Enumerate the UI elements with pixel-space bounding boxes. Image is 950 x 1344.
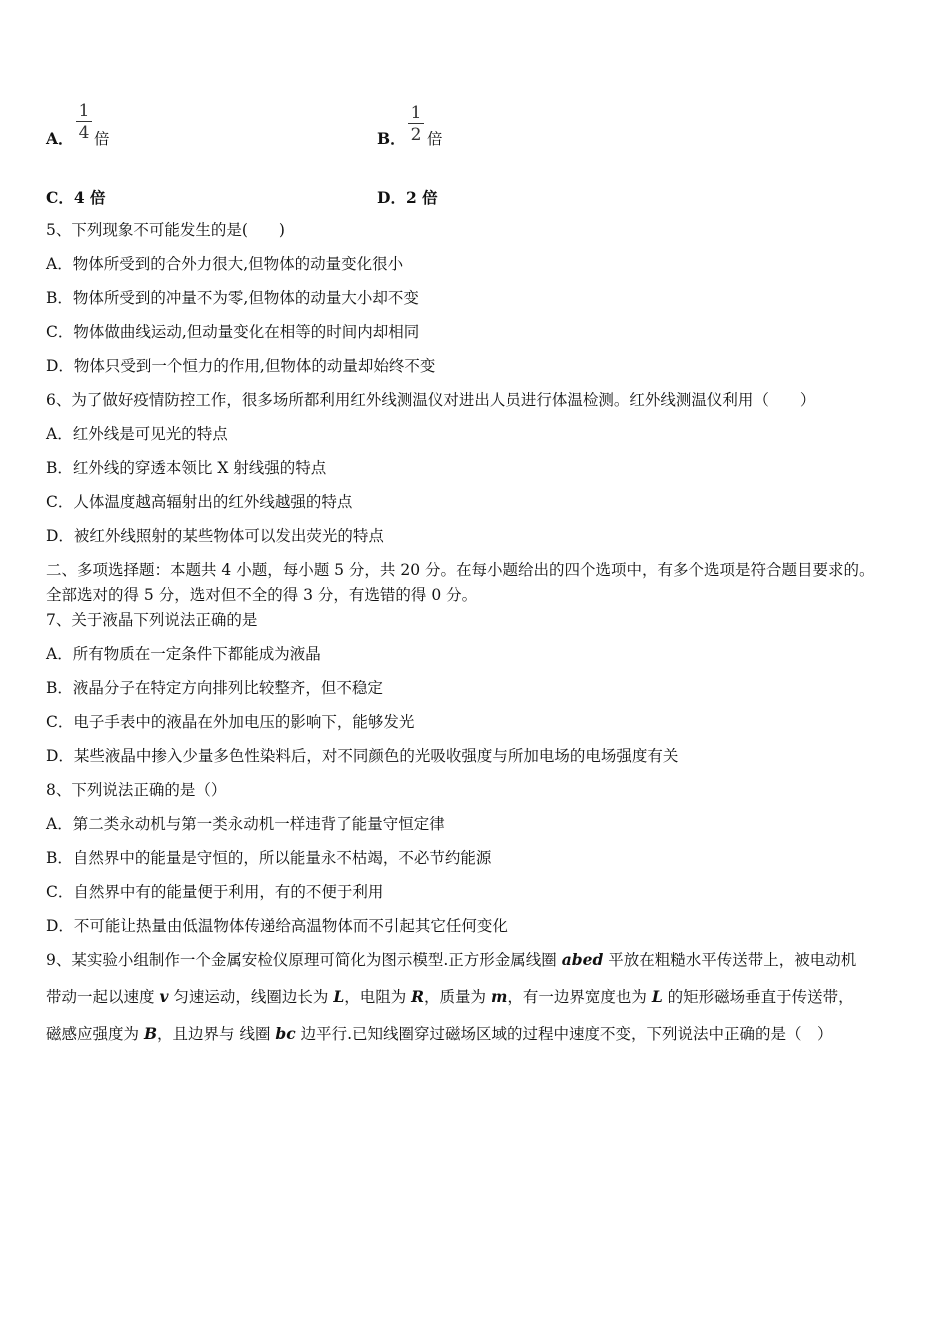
q8-option-a: A．第二类永动机与第一类永动机一样违背了能量守恒定律: [46, 815, 445, 833]
q8-stem: 8、下列说法正确的是（）: [46, 781, 227, 799]
q7-option-d: D．某些液晶中掺入少量多色性染料后，对不同颜色的光吸收强度与所加电场的电场强度有关: [46, 747, 679, 765]
q4-option-b-fraction: [408, 105, 424, 143]
q9-text: ，有一边界宽度也为: [507, 988, 652, 1006]
q4-option-a-label: A．: [46, 129, 74, 148]
q4-option-b-numerator: 1: [410, 103, 422, 123]
fraction-bar: [76, 121, 92, 122]
q9-text: 带动一起以速度: [46, 988, 160, 1006]
q9-text: ，质量为: [424, 988, 491, 1006]
q8-option-c: C．自然界中有的能量便于利用，有的不便于利用: [46, 883, 384, 901]
q4-option-d: D．2 倍: [377, 188, 438, 207]
q5-option-c: C．物体做曲线运动,但动量变化在相等的时间内却相同: [46, 323, 420, 341]
q9-text: ，电阻为: [344, 988, 412, 1006]
q8-option-d: D．不可能让热量由低温物体传递给高温物体而不引起其它任何变化: [46, 917, 508, 935]
q5-option-d: D．物体只受到一个恒力的作用,但物体的动量却始终不变: [46, 357, 436, 375]
q9-text: 9、某实验小组制作一个金属安检仪原理可简化为图示模型.正方形金属线圈: [46, 951, 562, 969]
q9-stem-line2: [46, 986, 854, 1008]
q5-option-b: B．物体所受到的冲量不为零,但物体的动量大小却不变: [46, 289, 419, 307]
q9-var-abed: abed: [561, 950, 604, 969]
q6-option-b: B．红外线的穿透本领比 X 射线强的特点: [46, 459, 327, 477]
q9-text: 匀速运动，线圈边长为: [168, 988, 334, 1006]
q9-text: 的矩形磁场垂直于传送带，: [662, 988, 854, 1006]
q5-option-a: A．物体所受到的合外力很大,但物体的动量变化很小: [46, 255, 404, 273]
q6-option-d: D．被红外线照射的某些物体可以发出荧光的特点: [46, 527, 384, 545]
q7-option-b: B．液晶分子在特定方向排列比较整齐，但不稳定: [46, 679, 383, 697]
q9-var-R: R: [411, 987, 425, 1006]
q4-option-a-denominator: 4: [78, 123, 90, 143]
q9-text: ，且边界与 线圈: [157, 1025, 276, 1043]
q9-text: 磁感应强度为: [46, 1025, 144, 1043]
q6-stem: 6、为了做好疫情防控工作，很多场所都利用红外线测温仪对进出人员进行体温检测。红外线测温仪利用（ ）: [46, 391, 816, 409]
q9-var-L2: L: [651, 987, 663, 1006]
q7-stem: 7、关于液晶下列说法正确的是: [46, 611, 258, 629]
q9-var-v: v: [159, 987, 169, 1006]
q9-text: 平放在粗糙水平传送带上，被电动机: [603, 951, 857, 969]
q4-option-b-unit: 倍: [427, 130, 443, 148]
q9-stem-line3: [46, 1023, 833, 1045]
q8-option-b: B．自然界中的能量是守恒的，所以能量永不枯竭，不必节约能源: [46, 849, 492, 867]
q9-stem-line1: [46, 949, 856, 971]
q4-option-c: C．4 倍: [46, 188, 106, 207]
q4-option-a-unit: 倍: [94, 130, 110, 148]
q4-option-a-fraction: [76, 103, 92, 141]
q6-option-a: A．红外线是可见光的特点: [46, 425, 228, 443]
q5-stem: 5、下列现象不可能发生的是( ): [46, 221, 285, 239]
q9-var-L: L: [333, 987, 345, 1006]
q9-var-m: m: [490, 987, 508, 1006]
q9-text: 边平行.已知线圈穿过磁场区域的过程中速度不变，下列说法中正确的是（ ）: [295, 1025, 833, 1043]
section2-heading-line1: 二、多项选择题：本题共 4 小题，每小题 5 分，共 20 分。在每小题给出的四个选项中，有多个选项是符合题目要求的。: [46, 561, 875, 579]
section2-heading-line2: 全部选对的得 5 分，选对但不全的得 3 分，有选错的得 0 分。: [46, 586, 478, 604]
q6-option-c: C．人体温度越高辐射出的红外线越强的特点: [46, 493, 353, 511]
fraction-bar: [408, 123, 424, 124]
q7-option-c: C．电子手表中的液晶在外加电压的影响下，能够发光: [46, 713, 415, 731]
q4-option-b-label: B．: [377, 129, 406, 148]
q4-option-b-denominator: 2: [410, 125, 422, 145]
q7-option-a: A．所有物质在一定条件下都能成为液晶: [46, 645, 321, 663]
q9-var-B: B: [143, 1024, 158, 1043]
q9-var-bc: bc: [275, 1024, 296, 1043]
q4-option-a-numerator: 1: [78, 101, 90, 121]
